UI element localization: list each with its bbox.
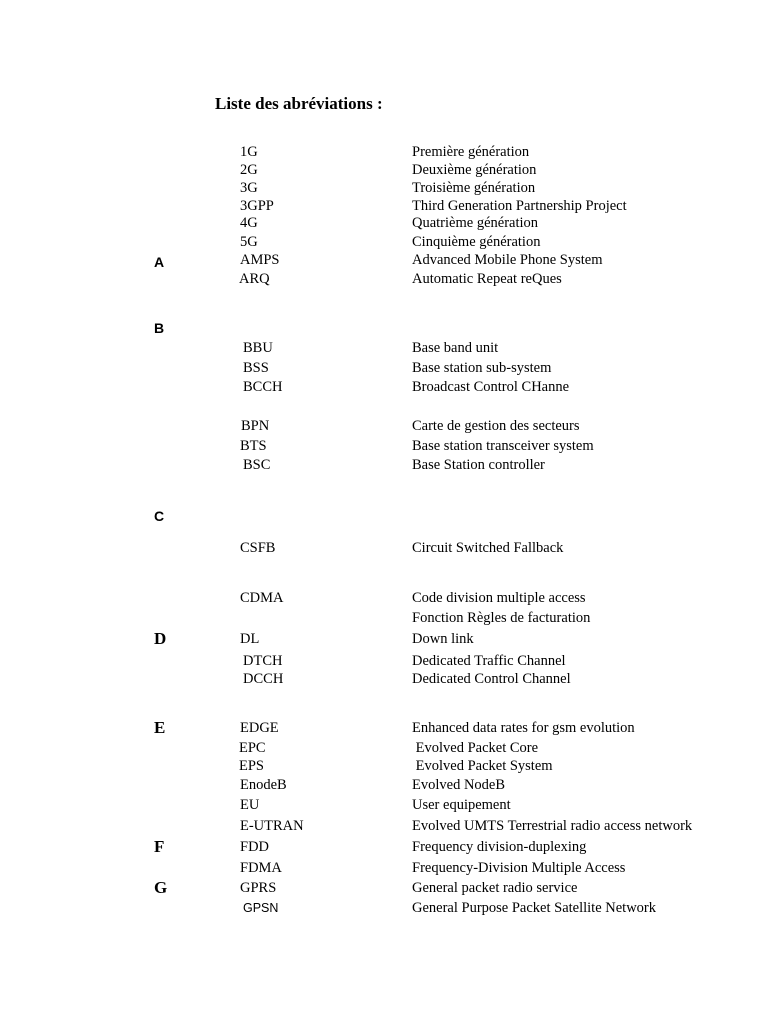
abbreviation: 4G: [240, 215, 258, 231]
definition: Enhanced data rates for gsm evolution: [412, 720, 635, 736]
definition: User equipement: [412, 797, 511, 813]
abbreviation-row: [0, 178, 768, 198]
section-letter-d: D: [154, 629, 167, 648]
abbreviation-row: [0, 142, 768, 162]
abbreviation-row: [0, 160, 768, 180]
abbreviation: EnodeB: [240, 777, 287, 793]
abbreviation: CDMA: [240, 590, 284, 606]
definition: Dedicated Traffic Channel: [412, 653, 566, 669]
definition: Frequency-Division Multiple Access: [412, 860, 626, 876]
abbreviation: 3GPP: [240, 198, 274, 214]
abbreviation: ARQ: [239, 271, 270, 287]
section-letter-c: C: [154, 508, 165, 524]
abbreviation-row: [0, 269, 768, 289]
abbreviation-row: [0, 232, 768, 252]
definition: Deuxième génération: [412, 162, 537, 178]
abbreviation-row: [0, 358, 768, 378]
abbreviation: 5G: [240, 234, 258, 250]
abbreviation-row: [0, 738, 768, 758]
definition: Base station sub-system: [412, 360, 552, 376]
abbreviation-row: [0, 878, 768, 898]
definition: Circuit Switched Fallback: [412, 540, 564, 556]
abbreviation-row: [0, 416, 768, 436]
definition: Evolved UMTS Terrestrial radio access network: [412, 818, 693, 834]
abbreviation: 2G: [240, 162, 258, 178]
definition: General packet radio service: [412, 880, 578, 896]
abbreviation: E-UTRAN: [240, 818, 304, 834]
abbreviation-row: [0, 608, 768, 628]
abbreviation: AMPS: [240, 252, 280, 268]
abbreviation: EPS: [239, 758, 264, 774]
abbreviation: GPRS: [240, 880, 277, 896]
definition: Frequency division-duplexing: [412, 839, 587, 855]
abbreviation-row: [0, 338, 768, 358]
abbreviation-row: [0, 455, 768, 475]
definition: Code division multiple access: [412, 590, 586, 606]
definition: Carte de gestion des secteurs: [412, 418, 580, 434]
abbreviation: EPC: [239, 740, 266, 756]
abbreviation-row: [0, 898, 768, 918]
definition: Base band unit: [412, 340, 499, 356]
abbreviation: DL: [240, 631, 260, 647]
abbreviation: FDMA: [240, 860, 282, 876]
section-letter-b: B: [154, 320, 165, 336]
definition: Down link: [412, 631, 474, 647]
abbreviation-row: [0, 377, 768, 397]
abbreviation: BCCH: [243, 379, 283, 395]
definition: Evolved NodeB: [412, 777, 506, 793]
abbreviation-row: [0, 669, 768, 689]
definition: Third Generation Partnership Project: [412, 198, 627, 214]
abbreviation: 3G: [240, 180, 258, 196]
abbreviation-row: [0, 816, 768, 836]
definition: Evolved Packet Core: [412, 740, 539, 756]
abbreviation-row: [0, 213, 768, 233]
abbreviation: BSC: [243, 457, 271, 473]
abbreviation-row: [0, 775, 768, 795]
abbreviation: EU: [240, 797, 260, 813]
abbreviation: BSS: [243, 360, 269, 376]
page-title: Liste des abréviations :: [215, 94, 383, 113]
abbreviation-row: [0, 629, 768, 649]
abbreviation-row: [0, 837, 768, 857]
abbreviation: CSFB: [240, 540, 276, 556]
definition: Troisième génération: [412, 180, 536, 196]
abbreviation-row: [0, 436, 768, 456]
abbreviation-row: [0, 651, 768, 671]
definition: Base station transceiver system: [412, 438, 594, 454]
abbreviation-row: [0, 718, 768, 738]
abbreviation-row: [0, 858, 768, 878]
abbreviation: 1G: [240, 144, 258, 160]
definition: Evolved Packet System: [412, 758, 553, 774]
abbreviation: DTCH: [243, 653, 283, 669]
abbreviation: BPN: [241, 418, 270, 434]
definition: Broadcast Control CHanne: [412, 379, 570, 395]
abbreviation: DCCH: [243, 671, 284, 687]
definition: Automatic Repeat reQues: [412, 271, 562, 287]
abbreviation: EDGE: [240, 720, 279, 736]
abbreviation-row: [0, 795, 768, 815]
abbreviation-row: [0, 538, 768, 558]
section-letter-a: A: [154, 254, 165, 270]
definition: Fonction Règles de facturation: [412, 610, 591, 626]
abbreviation: BBU: [243, 340, 273, 356]
section-letter-f: F: [154, 837, 165, 856]
section-letter-e: E: [154, 718, 166, 737]
abbreviation-row: [0, 588, 768, 608]
definition: Advanced Mobile Phone System: [412, 252, 603, 268]
definition: General Purpose Packet Satellite Network: [412, 900, 657, 916]
definition: Dedicated Control Channel: [412, 671, 571, 687]
definition: Quatrième génération: [412, 215, 539, 231]
definition: Base Station controller: [412, 457, 545, 473]
section-letter-g: G: [154, 878, 168, 897]
abbreviation: GPSN: [243, 901, 279, 915]
definition: Cinquième génération: [412, 234, 541, 250]
abbreviation: BTS: [240, 438, 267, 454]
definition: Première génération: [412, 144, 530, 160]
abbreviation: FDD: [240, 839, 270, 855]
abbreviation-row: [0, 756, 768, 776]
abbreviation-row: [0, 250, 768, 270]
